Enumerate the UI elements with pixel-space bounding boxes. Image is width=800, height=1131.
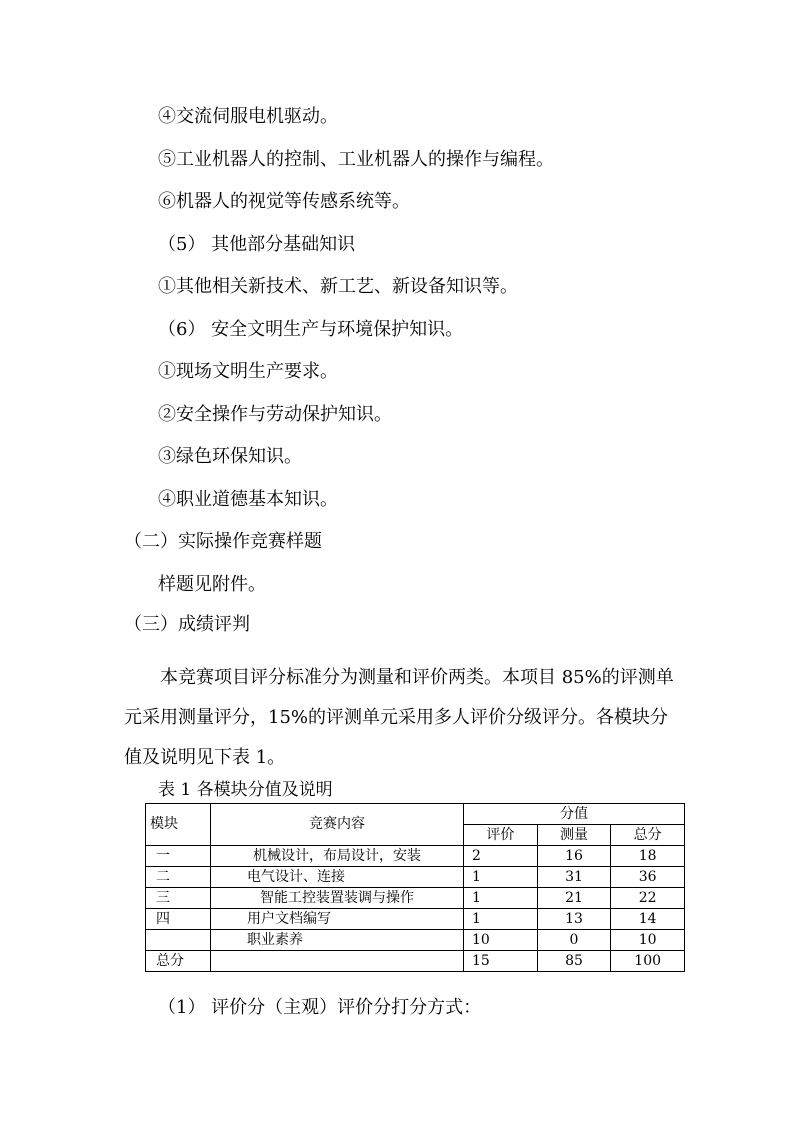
cell-measurement: 0 bbox=[537, 930, 611, 951]
cell-module: 三 bbox=[146, 888, 211, 909]
section-3-title: （三）成绩评判 bbox=[124, 614, 250, 635]
cell-module: 二 bbox=[146, 867, 211, 888]
cell-content: 职业素养 bbox=[211, 930, 464, 951]
cell-total: 100 bbox=[611, 951, 685, 972]
cell-evaluation: 1 bbox=[464, 888, 538, 909]
cell-module: 一 bbox=[146, 846, 211, 867]
score-table bbox=[145, 803, 685, 972]
cell-measurement: 31 bbox=[537, 867, 611, 888]
cell-evaluation: 1 bbox=[464, 867, 538, 888]
knowledge-item-ac-servo: ④交流伺服电机驱动。 bbox=[158, 106, 338, 127]
cell-module bbox=[146, 930, 211, 951]
table-row bbox=[146, 888, 685, 909]
section-3-body: 本竞赛项目评分标准分为测量和评价两类。本项目 85%的评测单元采用测量评分，15%的评测单元采用多人评价分级评分。各模块分值及说明见下表 1。 bbox=[124, 667, 674, 768]
cell-total: 18 bbox=[611, 846, 685, 867]
table-row bbox=[146, 867, 685, 888]
knowledge-item-new-tech: ①其他相关新技术、新工艺、新设备知识等。 bbox=[158, 276, 518, 297]
knowledge-item-site-requirements: ①现场文明生产要求。 bbox=[158, 361, 338, 382]
subsection-1-heading: （1） 评价分（主观）评价分打分方式： bbox=[158, 997, 482, 1018]
header-total: 总分 bbox=[611, 825, 685, 846]
knowledge-item-ethics: ④职业道德基本知识。 bbox=[158, 489, 338, 510]
subsection-5-heading: （5） 其他部分基础知识 bbox=[158, 234, 356, 255]
cell-total: 10 bbox=[611, 930, 685, 951]
table-caption: 表 1 各模块分值及说明 bbox=[158, 780, 333, 800]
cell-content bbox=[211, 951, 464, 972]
header-measurement: 测量 bbox=[537, 825, 611, 846]
header-score-group: 分值 bbox=[464, 804, 685, 825]
cell-total: 14 bbox=[611, 909, 685, 930]
cell-total: 36 bbox=[611, 867, 685, 888]
header-evaluation: 评价 bbox=[464, 825, 538, 846]
knowledge-item-robot-vision: ⑥机器人的视觉等传感系统等。 bbox=[158, 191, 410, 212]
cell-module: 总分 bbox=[146, 951, 211, 972]
cell-content: 用户文档编写 bbox=[211, 909, 464, 930]
section-2-title: （二）实际操作竞赛样题 bbox=[124, 531, 322, 552]
subsection-6-heading: （6） 安全文明生产与环境保护知识。 bbox=[158, 319, 464, 340]
section-2-body: 样题见附件。 bbox=[158, 574, 266, 595]
cell-content: 电气设计、连接 bbox=[211, 867, 464, 888]
cell-evaluation: 1 bbox=[464, 909, 538, 930]
cell-measurement: 85 bbox=[537, 951, 611, 972]
cell-measurement: 13 bbox=[537, 909, 611, 930]
cell-content: 智能工控装置装调与操作 bbox=[211, 888, 464, 909]
cell-measurement: 16 bbox=[537, 846, 611, 867]
header-module: 模块 bbox=[146, 804, 211, 846]
table-row bbox=[146, 846, 685, 867]
cell-module: 四 bbox=[146, 909, 211, 930]
cell-content: 机械设计，布局设计，安装 bbox=[211, 846, 464, 867]
table-row bbox=[146, 930, 685, 951]
header-content: 竞赛内容 bbox=[211, 804, 464, 846]
knowledge-item-safety: ②安全操作与劳动保护知识。 bbox=[158, 404, 392, 425]
knowledge-item-green: ③绿色环保知识。 bbox=[158, 446, 302, 467]
table-total-row bbox=[146, 951, 685, 972]
knowledge-item-robot-control: ⑤工业机器人的控制、工业机器人的操作与编程。 bbox=[158, 149, 554, 170]
cell-evaluation: 2 bbox=[464, 846, 538, 867]
table-row bbox=[146, 909, 685, 930]
cell-evaluation: 15 bbox=[464, 951, 538, 972]
cell-measurement: 21 bbox=[537, 888, 611, 909]
cell-evaluation: 10 bbox=[464, 930, 538, 951]
cell-total: 22 bbox=[611, 888, 685, 909]
